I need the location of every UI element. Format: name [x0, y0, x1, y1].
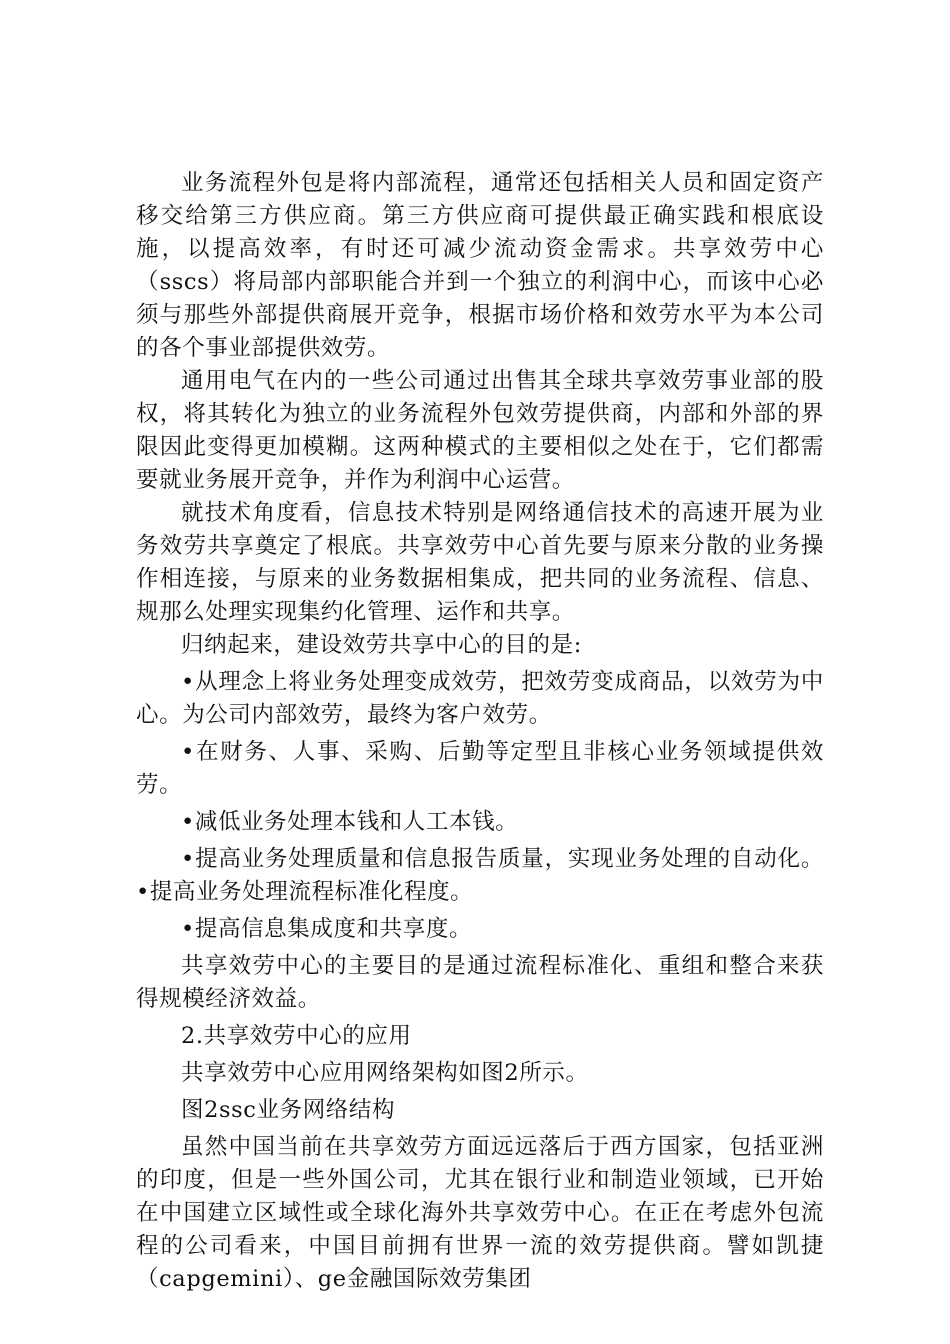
paragraph-figure-reference: 共享效劳中心应用网络架构如图2所示。 — [181, 1060, 589, 1086]
paragraph-bpo-definition: 业务流程外包是将内部流程，通常还包括相关人员和固定资产移交给第三方供应商。第三方供应商可提供最正确实践和根底设施，以提高效率，有时还可减少流动资金需求。共享效劳中心（sscs）将局部内部职能合并到一个独立的利润中心，而该中心必须与那些外部提供商展开竞争，根据市场价格和效劳水平为本公司的各个事业部提供效劳。 — [136, 170, 824, 361]
paragraph-china-context: 虽然中国当前在共享效劳方面远远落后于西方国家，包括亚洲的印度，但是一些外国公司，尤其在银行业和制造业领域，已开始在中国建立区域性或全球化海外共享效劳中心。在正在考虑外包流程的公司看来，中国目前拥有世界一流的效劳提供商。譬如凯捷（capgemini）、ge金融国际效劳集团 — [136, 1134, 824, 1292]
figure-caption: 图2ssc业务网络结构 — [181, 1097, 396, 1123]
paragraph-technology: 就技术角度看，信息技术特别是网络通信技术的高速开展为业务效劳共享奠定了根底。共享效劳中心首先要与原来分散的业务操作相连接，与原来的业务数据相集成，把共同的业务流程、信息、规那么处理实现集约化管理、运作和共享。 — [136, 500, 824, 625]
bullet-item: •减低业务处理本钱和人工本钱。 — [181, 809, 519, 835]
paragraph-ge-example: 通用电气在内的一些公司通过出售其全球共享效劳事业部的股权，将其转化为独立的业务流程外包效劳提供商，内部和外部的界限因此变得更加模糊。这两种模式的主要相似之处在于，它们都需要就业务展开竞争，并作为利润中心运营。 — [136, 368, 824, 493]
bullet-item: •提高信息集成度和共享度。 — [181, 916, 473, 942]
paragraph-main-goal: 共享效劳中心的主要目的是通过流程标准化、重组和整合来获得规模经济效益。 — [136, 953, 824, 1012]
document-body — [136, 167, 824, 1296]
bullet-item: •在财务、人事、采购、后勤等定型且非核心业务领域提供效劳。 — [136, 739, 824, 798]
section-heading: 2.共享效劳中心的应用 — [181, 1023, 412, 1049]
bullet-item: •从理念上将业务处理变成效劳，把效劳变成商品，以效劳为中心。为公司内部效劳，最终为客户效劳。 — [136, 669, 824, 728]
paragraph-summary-intro: 归纳起来，建设效劳共享中心的目的是: — [181, 632, 582, 658]
bullet-item: •提高业务处理质量和信息报告质量，实现业务处理的自动化。•提高业务处理流程标准化程度。 — [136, 846, 824, 905]
